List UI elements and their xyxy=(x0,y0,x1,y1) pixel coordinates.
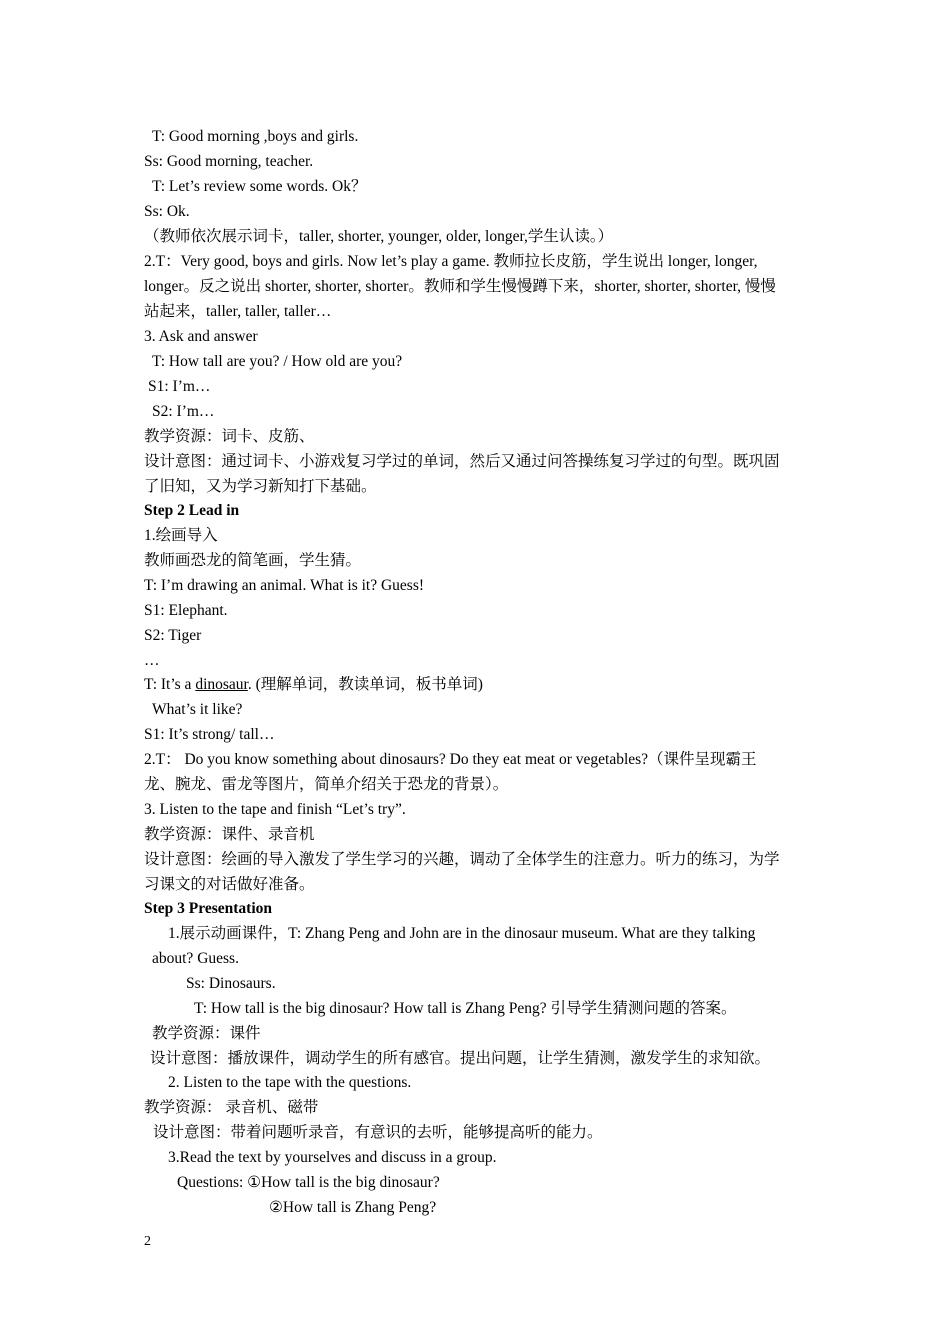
text-line: T: I’m drawing an animal. What is it? Guess! xyxy=(144,577,425,594)
section-heading: Step 3 Presentation xyxy=(144,900,273,917)
text-line xyxy=(144,672,810,697)
text-line: 站起来，taller, taller, taller… xyxy=(144,303,332,320)
text-line: Ss: Good morning, teacher. xyxy=(144,153,314,170)
underlined-word: dinosaur xyxy=(195,676,248,693)
text-line: 3.Read the text by yourselves and discuss in a group. xyxy=(168,1149,497,1166)
text-line: 设计意图：播放课件，调动学生的所有感官。提出问题，让学生猜测，激发学生的求知欲。 xyxy=(150,1050,771,1067)
text-line: 3. Ask and answer xyxy=(144,328,258,345)
text-line: 设计意图：带着问题听录音，有意识的去听，能够提高听的能力。 xyxy=(153,1124,603,1141)
text-line: S2: Tiger xyxy=(144,627,202,644)
text-line: What’s it like? xyxy=(152,701,243,718)
text-line: T: How tall is the big dinosaur? How tall is Zhang Peng? 引导学生猜测问题的答案。 xyxy=(194,1000,737,1017)
text-line: 2.T： Do you know something about dinosaurs? Do they eat meat or vegetables?（课件呈现霸王 xyxy=(144,751,757,768)
text-line: … xyxy=(144,652,160,669)
text-line: S1: Elephant. xyxy=(144,602,228,619)
text-line: S2: I’m… xyxy=(152,403,215,420)
text-line: Ss: Dinosaurs. xyxy=(186,975,276,992)
text-line: longer。反之说出 shorter, shorter, shorter。教师和学生慢慢蹲下来，shorter, shorter, shorter, 慢慢 xyxy=(144,278,776,295)
text-line: 1.绘画导入 xyxy=(144,527,218,544)
text-line: 3. Listen to the tape and finish “Let’s try”. xyxy=(144,801,406,818)
text-line: 教师画恐龙的简笔画，学生猜。 xyxy=(144,552,362,569)
text-line: （教师依次展示词卡，taller, shorter, younger, older, longer,学生认读。） xyxy=(144,228,614,245)
text-segment: . (理解单词，教读单词，板书单词) xyxy=(247,676,483,693)
section-heading: Step 2 Lead in xyxy=(144,502,240,519)
text-line: 2. Listen to the tape with the questions. xyxy=(168,1074,412,1091)
text-line: Ss: Ok. xyxy=(144,203,190,220)
text-line: 教学资源：词卡、皮筋、 xyxy=(144,428,315,445)
text-line: 教学资源：课件 xyxy=(152,1025,261,1042)
text-line: 龙、腕龙、雷龙等图片，简单介绍关于恐龙的背景）。 xyxy=(144,776,509,793)
text-line: S1: I’m… xyxy=(148,378,211,395)
text-line: 2.T：Very good, boys and girls. Now let’s play a game. 教师拉长皮筋，学生说出 longer, longer, xyxy=(144,253,758,270)
text-line: 习课文的对话做好准备。 xyxy=(144,876,315,893)
text-line: 教学资源： 录音机、磁带 xyxy=(144,1099,319,1116)
text-line: 教学资源：课件、录音机 xyxy=(144,826,315,843)
text-line: T: How tall are you? / How old are you? xyxy=(152,353,403,370)
text-line: 设计意图：通过词卡、小游戏复习学过的单词，然后又通过问答操练复习学过的句型。既巩固 xyxy=(144,453,780,470)
text-line: 了旧知，又为学习新知打下基础。 xyxy=(144,478,377,495)
page-number: 2 xyxy=(144,1234,151,1249)
text-line: about? Guess. xyxy=(152,950,239,967)
text-line: T: Let’s review some words. Ok？ xyxy=(152,178,367,195)
text-line: Questions: ①How tall is the big dinosaur? xyxy=(177,1174,440,1191)
text-line: S1: It’s strong/ tall… xyxy=(144,726,275,743)
text-segment: T: It’s a xyxy=(144,676,196,693)
text-line: ②How tall is Zhang Peng? xyxy=(269,1199,437,1216)
text-line: 设计意图：绘画的导入激发了学生学习的兴趣，调动了全体学生的注意力。听力的练习，为学 xyxy=(144,851,780,868)
text-line: T: Good morning ,boys and girls. xyxy=(152,128,359,145)
text-line: 1.展示动画课件，T: Zhang Peng and John are in the dinosaur museum. What are they talking xyxy=(168,925,756,942)
